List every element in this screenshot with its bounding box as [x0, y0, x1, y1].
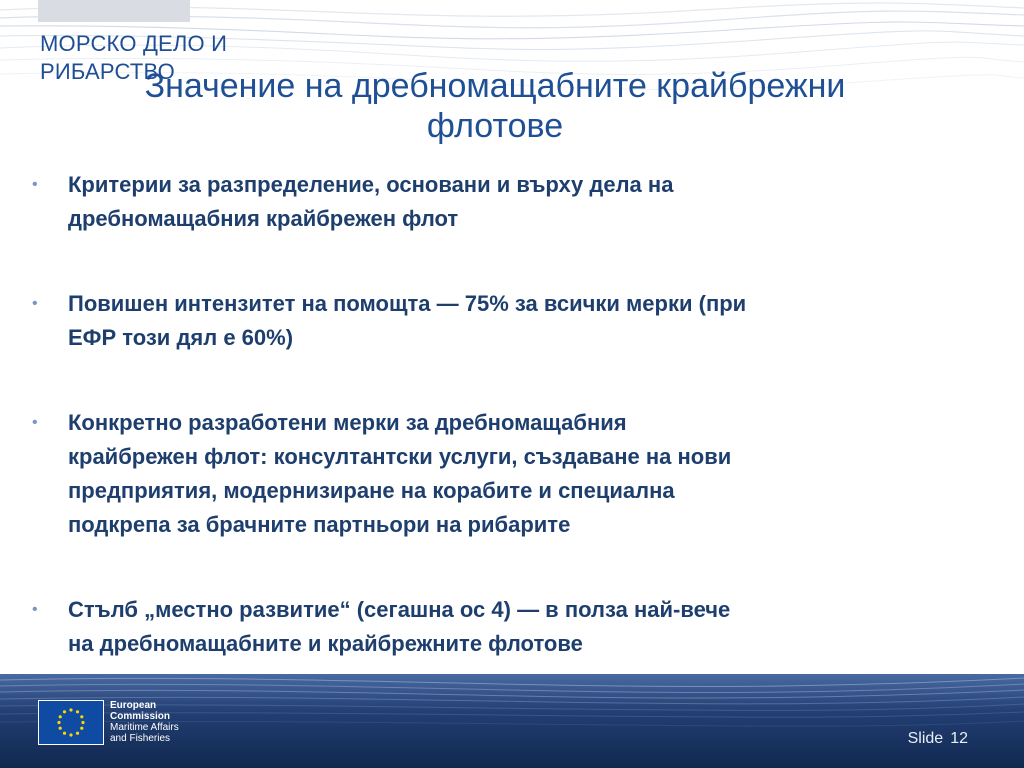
- bullet-dot-icon: •: [32, 176, 38, 193]
- bullet-3-line-4: подкрепа за брачните партньори на рибарите: [68, 512, 571, 537]
- slide-number-indicator: [908, 730, 968, 748]
- bullet-list: [28, 168, 958, 661]
- logo-line-4: and Fisheries: [110, 733, 171, 744]
- european-commission-logo-text: [110, 700, 250, 744]
- top-accent-box: [38, 0, 190, 22]
- bullet-3-line-1: Конкретно разработени мерки за дребномащабния: [68, 410, 627, 435]
- bullet-2-line-2: ЕФР този дял е 60%): [68, 325, 294, 350]
- bullet-item-2: [28, 287, 958, 355]
- department-label: МОРСКО ДЕЛО И РИБАРСТВО: [40, 31, 228, 84]
- bullet-3-line-2: крайбрежен флот: консултантски услуги, създаване на нови: [68, 444, 732, 469]
- slide-number: 12: [950, 730, 968, 747]
- bullet-dot-icon: •: [32, 295, 38, 312]
- bullet-item-3: [28, 406, 958, 542]
- bullet-dot-icon: •: [32, 601, 38, 618]
- logo-line-1: European: [110, 700, 157, 711]
- bullet-item-4: [28, 593, 958, 661]
- logo-line-2: Commission: [110, 711, 171, 722]
- bullet-4-line-2: на дребномащабните и крайбрежните флотове: [68, 631, 583, 656]
- bullet-1-line-1: Критерии за разпределение, основани и върху дела на: [68, 172, 674, 197]
- slide-label: Slide: [907, 730, 944, 747]
- eu-flag-icon: [38, 700, 104, 745]
- title-line-2: флотове: [426, 107, 564, 145]
- bullet-1-line-2: дребномащабния крайбрежен флот: [68, 206, 459, 231]
- bullet-4-line-1: Стълб „местно развитие“ (сегашна ос 4) — в полза най-вече: [68, 597, 731, 622]
- logo-line-3: Maritime Affairs: [110, 722, 179, 733]
- bullet-2-line-1: Повишен интензитет на помощта — 75% за всички мерки (при: [68, 291, 747, 316]
- bullet-dot-icon: •: [32, 414, 38, 431]
- bullet-3-line-3: предприятия, модернизиране на корабите и специална: [68, 478, 675, 503]
- bullet-item-1: [28, 168, 958, 236]
- title-line-1: Значение на дребномащабните крайбрежни: [144, 67, 846, 105]
